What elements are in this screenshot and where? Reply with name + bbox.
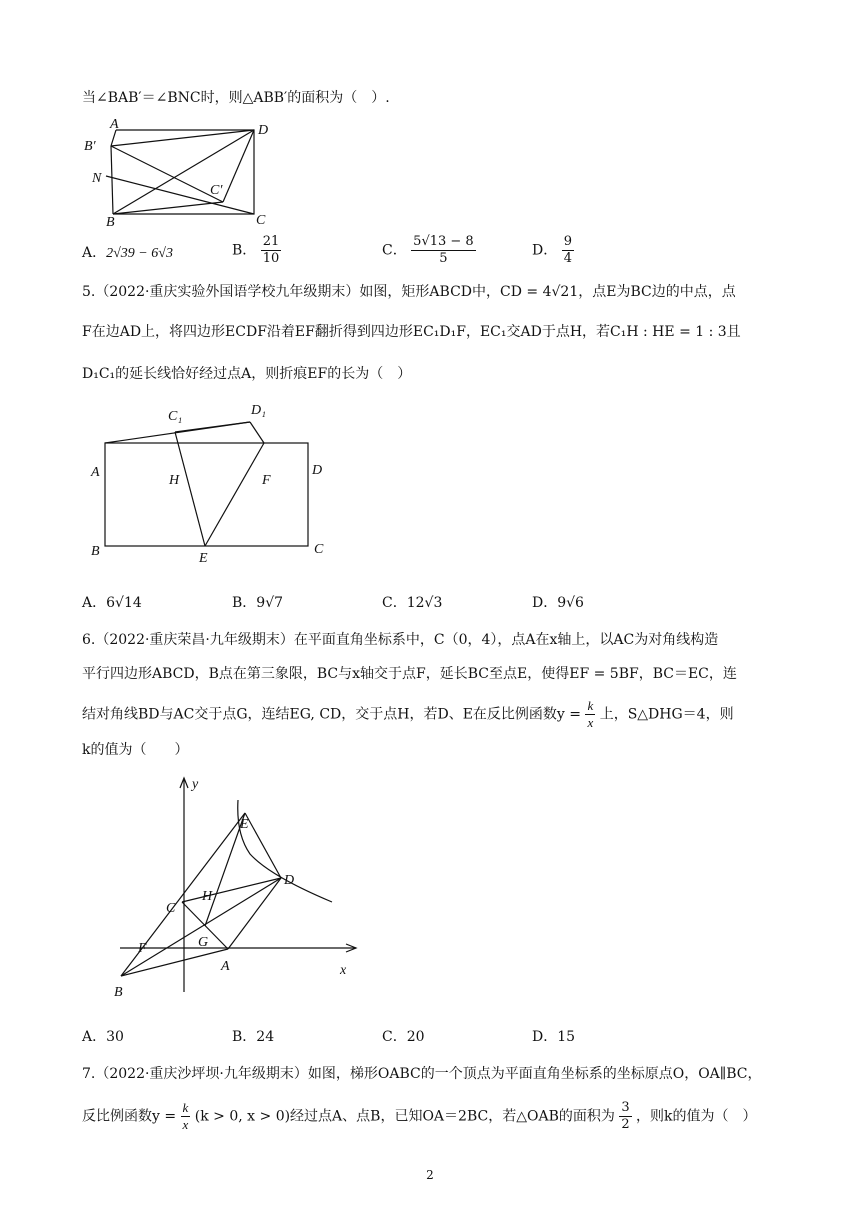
q7-line1: 7.（2022·重庆沙坪坝·九年级期末）如图，梯形OABC的一个顶点为平面直角坐标系的坐标原点O，OA∥BC， [82,1066,762,1082]
q5-figure [88,403,348,570]
q4-option-c[interactable]: C． $\frac{5√13 - 8}{5}$ [382,234,474,266]
q5-label-f: F [262,473,271,488]
q4-option-d[interactable]: D． $\frac{9}{4}$ [532,234,572,266]
q5-label-c1: C₁ [168,409,183,424]
q5-label-b: B [91,544,100,559]
q6-label-f: F [138,941,147,956]
q5-line2: F在边AD上，将四边形ECDF沿着EF翻折得到四边形EC₁D₁F，EC₁交AD于点H，若C₁H : HE = 1 : 3且 [82,324,741,340]
q6-label-h: H [202,889,213,904]
q6-line4: k的值为（ ） [82,742,189,758]
q4-label-n: N [92,171,102,186]
q4-label-a: A [110,117,119,132]
q6-line1: 6.（2022·重庆荣昌·九年级期末）在平面直角坐标系中，C（0，4），点A在x轴上，以AC为对角线构造 [82,632,719,648]
q5-line1: 5.（2022·重庆实验外国语学校九年级期末）如图，矩形ABCD中，CD = 4√21，点E为BC边的中点，点 [82,284,736,300]
page-number: 2 [426,1168,434,1182]
q5-label-d1: D₁ [251,403,266,418]
q5-label-e: E [199,551,208,566]
q5-label-c: C [314,542,324,557]
q6-option-a[interactable]: A．30 [82,1029,124,1045]
q5-option-b[interactable]: B．9√7 [232,595,284,611]
q5-line3: D₁C₁的延长线恰好经过点A，则折痕EF的长为（ ） [82,366,412,382]
q6-label-d: D [284,873,295,888]
q4-label-b1: B′ [84,139,96,154]
q6-option-b[interactable]: B．24 [232,1029,275,1045]
q6-line2: 平行四边形ABCD，B点在第三象限，BC与x轴交于点F，延长BC至点E，使得EF = 5BF，BC＝EC，连 [82,666,737,682]
q6-label-g: G [198,935,209,950]
q4-stem: 当∠BAB′＝∠BNC时，则△ABB′的面积为（ ）. [82,90,390,106]
q5-label-h: H [169,473,180,488]
q6-option-c[interactable]: C．20 [382,1029,425,1045]
q6-label-b: B [114,985,123,1000]
q5-label-a: A [91,465,100,480]
q4-option-b[interactable]: B． $\frac{21}{10}$ [232,234,280,266]
q6-label-y: y [192,777,199,792]
q4-option-a[interactable]: A．2√39 − 6√3 [82,245,173,261]
q4-figure [80,118,280,228]
q4-label-b: B [106,215,115,230]
q5-option-a[interactable]: A．6√14 [82,595,142,611]
q5-option-d[interactable]: D．9√6 [532,595,584,611]
q6-label-x: x [340,963,347,978]
q4-label-c: C [256,213,266,228]
q7-line2: 反比例函数y = $\frac{k}{x}$ (k > 0, x > 0)经过点A、点B，已知OA＝2BC，若△OAB的面积为 $\frac{3}{2}$ ，则k的值为（ ） [82,1100,757,1132]
q6-label-e: E [240,817,249,832]
q6-label-c: C [166,901,176,916]
q6-figure [110,774,370,1004]
q6-option-d[interactable]: D．15 [532,1029,576,1045]
q6-label-a: A [221,959,230,974]
q6-line3: 结对角线BD与AC交于点G，连结EG, CD，交于点H，若D、E在反比例函数y = $\frac{k}{x}$ 上，S△DHG＝4，则 [82,698,734,730]
q4-label-d: D [258,123,269,138]
q5-option-c[interactable]: C．12√3 [382,595,443,611]
q5-label-d: D [312,463,323,478]
q4-label-c1: C′ [210,183,223,198]
